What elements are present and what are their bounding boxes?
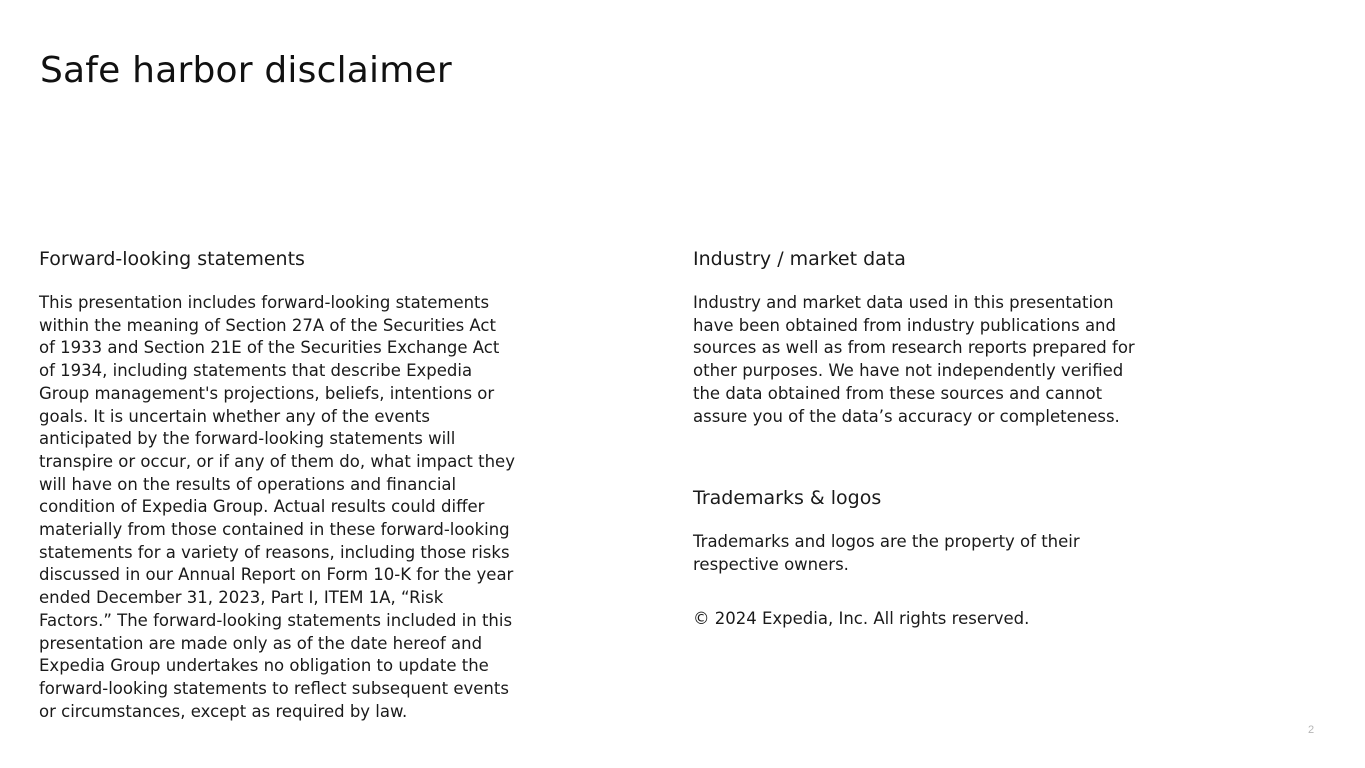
industry-data-body: Industry and market data used in this presentation have been obtained from industry publications and sources as well as from research reports prepared for other purposes. We have not independently verified the data obtained from these sources and cannot assure you of the data’s accuracy or completeness.	[693, 293, 1135, 426]
forward-looking-body: This presentation includes forward-looking statements within the meaning of Section 27A of the Securities Act of 1933 and Section 21E of the Securities Exchange Act of 1934, including statements that describe Expedia Group management's projections, beliefs, intentions or goals. It is uncertain whether any of the events anticipated by the forward-looking statements will transpire or occur, or if any of them do, what impact they will have on the results of operations and financial condition of Expedia Group. Actual results could differ materially from those contained in these forward-looking statements for a variety of reasons, including those risks discussed in our Annual Report on Form 10-K for the year ended December 31, 2023, Part I, ITEM 1A, “Risk Factors.” The forward-looking statements included in this presentation are made only as of the date hereof and Expedia Group undertakes no obligation to update the forward-looking statements to reflect subsequent events or circumstances, except as required by law.	[39, 293, 515, 721]
trademarks-heading: Trademarks & logos	[693, 487, 882, 509]
copyright-notice: © 2024 Expedia, Inc. All rights reserved.	[693, 609, 1030, 628]
page-number: 2	[1308, 724, 1315, 736]
forward-looking-heading: Forward-looking statements	[39, 248, 305, 270]
page-title: Safe harbor disclaimer	[40, 50, 452, 91]
industry-data-heading: Industry / market data	[693, 248, 906, 270]
trademarks-body: Trademarks and logos are the property of their respective owners.	[693, 532, 1080, 574]
